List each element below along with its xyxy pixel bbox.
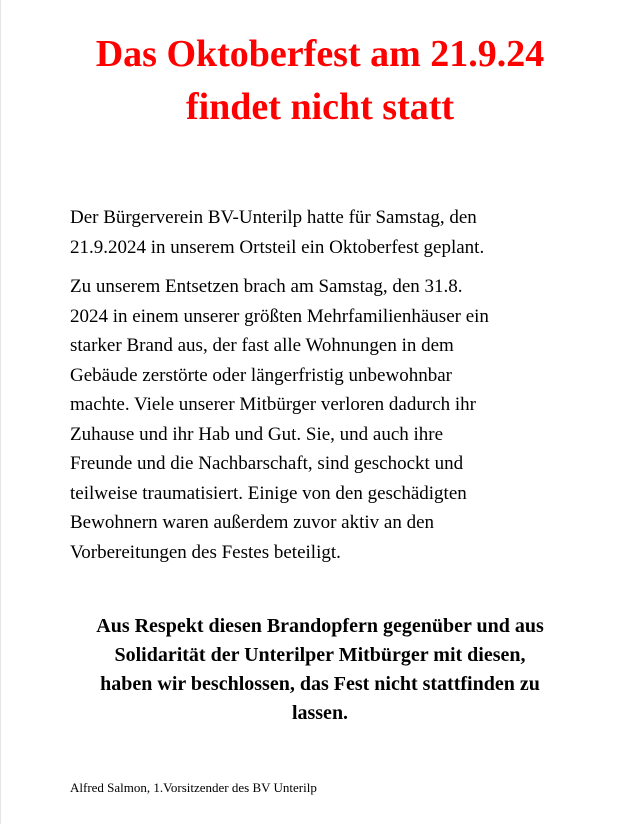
paragraph-line: starker Brand aus, der fast alle Wohnungen in dem [70, 335, 454, 356]
intro-paragraph [70, 203, 590, 262]
headline-line: Das Oktoberfest am 21.9.24 [95, 33, 545, 75]
statement-line: Aus Respekt diesen Brandopfern gegenüber und aus [96, 615, 544, 637]
statement-line: haben wir beschlossen, das Fest nicht stattfinden zu [100, 673, 540, 695]
paragraph-line: teilweise traumatisiert. Einige von den geschädigten [70, 482, 467, 504]
decision-statement [41, 612, 599, 728]
paragraph-line: 21.9.2024 in unserem Ortsteil ein Oktoberfest geplant. [70, 236, 485, 258]
headline [1, 28, 638, 134]
headline-line: findet nicht statt [185, 86, 455, 128]
paragraph-line: 2024 in einem unserer größten Mehrfamilienhäuser ein [70, 305, 489, 327]
paragraph-line: Vorbereitungen des Festes beteiligt. [70, 541, 341, 563]
paragraph-line: Freunde und die Nachbarschaft, sind geschockt und [70, 453, 464, 474]
statement-line: Solidarität der Unterilper Mitbürger mit diesen, [114, 644, 526, 666]
detail-paragraph [70, 272, 590, 567]
paragraph-line: machte. Viele unserer Mitbürger verloren dadurch ihr [70, 394, 476, 415]
paragraph-line: Bewohnern waren außerdem zuvor aktiv an den [70, 512, 435, 533]
paragraph-line: Zu unserem Entsetzen brach am Samstag, den 31.8. [70, 276, 463, 297]
paragraph-line: Zuhause und ihr Hab und Gut. Sie, und auch ihre [70, 423, 444, 445]
signature: Alfred Salmon, 1.Vorsitzender des BV Unterilp [70, 780, 317, 795]
paragraph-line: Der Bürgerverein BV-Unterilp hatte für Samstag, den [70, 207, 477, 228]
paragraph-line: Gebäude zerstörte oder längerfristig unbewohnbar [70, 364, 452, 386]
statement-line: lassen. [291, 702, 349, 724]
